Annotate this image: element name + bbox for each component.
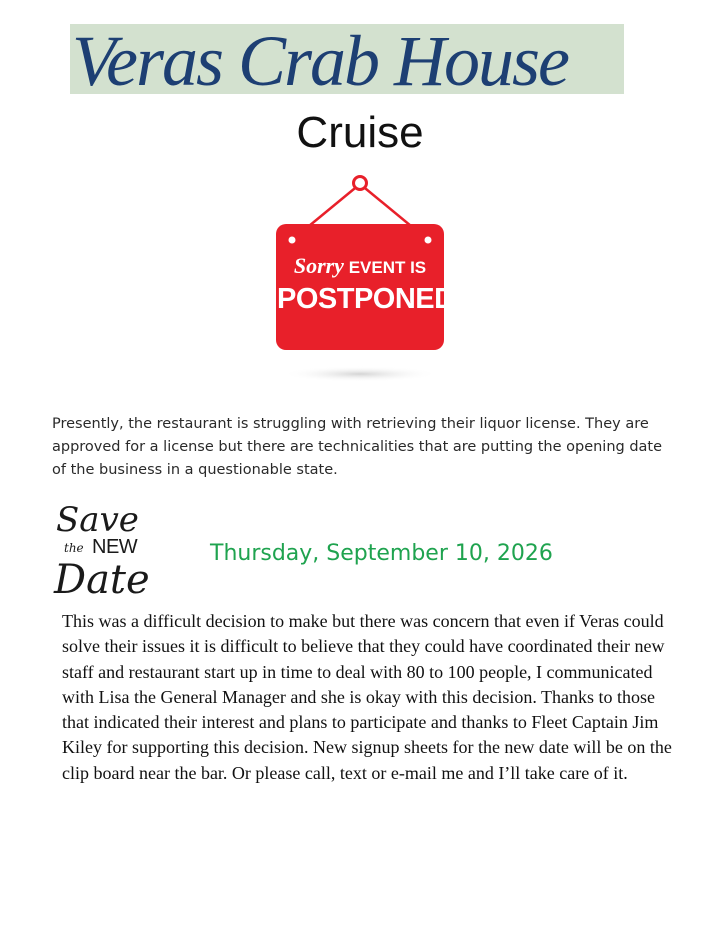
sign-line-sorry <box>277 255 443 279</box>
date-word: Date <box>54 557 150 603</box>
intro-paragraph: Presently, the restaurant is struggling with retrieving their liquor license. They are approved for a license but there are technicalities that are putting the opening date of the business in a questionable state. <box>52 416 663 478</box>
save-the-date-graphic <box>52 500 162 610</box>
sign-event-is-text: EVENT IS <box>348 258 427 277</box>
body-paragraph: This was a difficult decision to make but there was concern that even if Veras could solve their issues it is difficult to believe that they could have coordinated their new staff and restaurant start up in time to deal with 80 to 100 people, I communicated with Lisa the General Manager and she is okay with this decision. Thanks to those that indicated their interest and plans to participate and thanks to Fleet Captain Jim Kiley for supporting this decision. New signup sheets for the new date will be on the clip board near the bar. Or please call, text or e-mail me and I’ll take care of it. <box>62 611 672 783</box>
sign-sorry-text: Sorry <box>293 253 344 278</box>
page-subtitle: Cruise <box>296 108 424 157</box>
event-date: Thursday, September 10, 2026 <box>210 541 553 566</box>
the-word: the <box>64 541 84 555</box>
restaurant-title: Veras Crab House <box>72 21 569 101</box>
save-word: Save <box>56 500 139 540</box>
new-word: NEW <box>92 536 138 558</box>
sign-postponed-text: POSTPONED <box>277 283 455 315</box>
